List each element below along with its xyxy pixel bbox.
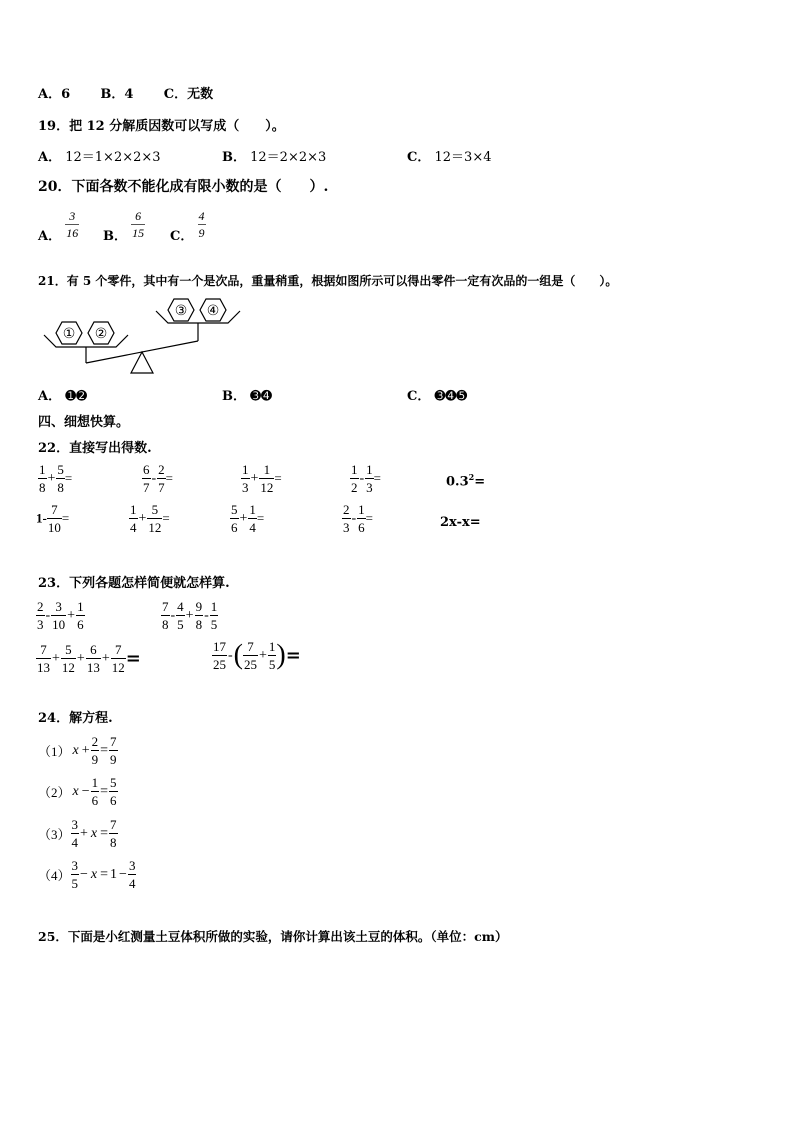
left-pan: [44, 322, 128, 347]
q22-item-7: $\frac{5}{6}$ + $\frac{1}{4}$ =: [231, 502, 265, 535]
q19-option-c: C． 12＝3×4: [407, 150, 492, 165]
q23-expression-4: $\frac{17}{25}$ -( $\frac{7}{25}$ + $\frac{1}{5}$ )=: [213, 639, 301, 672]
q18-option-c-label: C．: [163, 87, 188, 102]
q22-item-2: $\frac{6}{7}$ - $\frac{2}{7}$ =: [143, 462, 174, 495]
q22-item-5: 1- $\frac{7}{10}$ =: [36, 502, 70, 535]
q21-question: 21．有 5 个零件，其中有一个是次品，重量稍重，根据如图所示可以得出零件一定有次品的一组是（ ）。: [38, 274, 618, 288]
q21-option-a: A． ➊➋: [38, 389, 88, 404]
q24-equation-3: （3） $\frac{3}{4}$ + x = $\frac{7}{8}$: [38, 817, 117, 850]
fulcrum: [131, 352, 153, 373]
q22-item-1: $\frac{1}{8}$ + $\frac{5}{8}$ =: [39, 462, 73, 495]
q20-question: 20．下面各数不能化成有限小数的是（ ）.: [38, 179, 329, 195]
q18-options: [38, 83, 213, 102]
q21-option-b: B． ➌➍: [222, 389, 272, 404]
q20-fraction-c: $\frac{4}{9}$: [198, 209, 205, 240]
q22-question: 22．直接写出得数.: [38, 441, 152, 456]
q18-option-c-value: 无数: [187, 87, 214, 102]
q23-expression-1: $\frac{2}{3}$ - $\frac{3}{10}$ + $\frac{1}{6}$: [37, 599, 84, 632]
q21-option-c: C． ➌➍➎: [407, 389, 468, 404]
q24-question: 24．解方程.: [38, 711, 113, 726]
q18-option-b-label: B．: [100, 87, 125, 102]
q23-expression-2: $\frac{7}{8}$ - $\frac{4}{5}$ + $\frac{9}{8}$ - $\frac{1}{5}$: [162, 599, 218, 632]
q22-item-square: $0.3^2=$: [446, 472, 486, 490]
balance-scale-figure: [40, 297, 250, 377]
q18-option-a-value: 6: [61, 87, 71, 102]
q23-expression-3: $\frac{7}{13}$ + $\frac{5}{12}$ + $\frac{6}{13}$ + $\frac{7}{12}$ =: [37, 642, 141, 675]
q22-item-4: $\frac{1}{2}$ - $\frac{1}{3}$ =: [351, 462, 382, 495]
section-4-title: 四、细想快算。: [38, 415, 130, 430]
q18-option-b-value: 4: [124, 87, 134, 102]
right-pan-item-3: ③: [174, 303, 188, 319]
left-pan-item-1: ①: [62, 326, 76, 342]
right-pan: [156, 299, 240, 323]
q25-question: 25．下面是小红测量土豆体积所做的实验，请你计算出该土豆的体积。（单位：cm）: [38, 929, 508, 944]
q20-fraction-b: $\frac{6}{15}$: [132, 209, 145, 240]
q20-fraction-a: $\frac{3}{16}$: [66, 209, 79, 240]
q20-option-c: C． $\frac{4}{9}$: [170, 209, 205, 244]
q22-item-8: $\frac{2}{3}$ - $\frac{1}{6}$ =: [343, 502, 374, 535]
q19-option-b: B． 12＝2×2×3: [222, 150, 327, 165]
q19-option-a: A． 12＝1×2×2×3: [38, 150, 161, 165]
q20-option-b: B． $\frac{6}{15}$: [103, 209, 145, 244]
q18-option-a-label: A．: [38, 87, 62, 102]
q22-item-3: $\frac{1}{3}$ + $\frac{1}{12}$ =: [242, 462, 282, 495]
q24-equation-4: （4） $\frac{3}{5}$ − x = 1 − $\frac{3}{4}$: [38, 858, 136, 891]
q20-option-a: A． $\frac{3}{16}$: [38, 209, 79, 244]
q24-equation-1: （1） x + $\frac{2}{9}$ = $\frac{7}{9}$: [38, 734, 117, 767]
q24-equation-2: （2） x − $\frac{1}{6}$ = $\frac{5}{6}$: [38, 775, 117, 808]
q22-item-algebra: 2x-x=: [440, 515, 481, 530]
q23-question: 23．下列各题怎样简便就怎样算.: [38, 576, 230, 591]
right-pan-item-4: ④: [206, 303, 220, 319]
left-pan-item-2: ②: [94, 326, 108, 342]
q22-item-6: $\frac{1}{4}$ + $\frac{5}{12}$ =: [130, 502, 170, 535]
q19-question: 19．把 12 分解质因数可以写成（ ）。: [38, 119, 285, 134]
